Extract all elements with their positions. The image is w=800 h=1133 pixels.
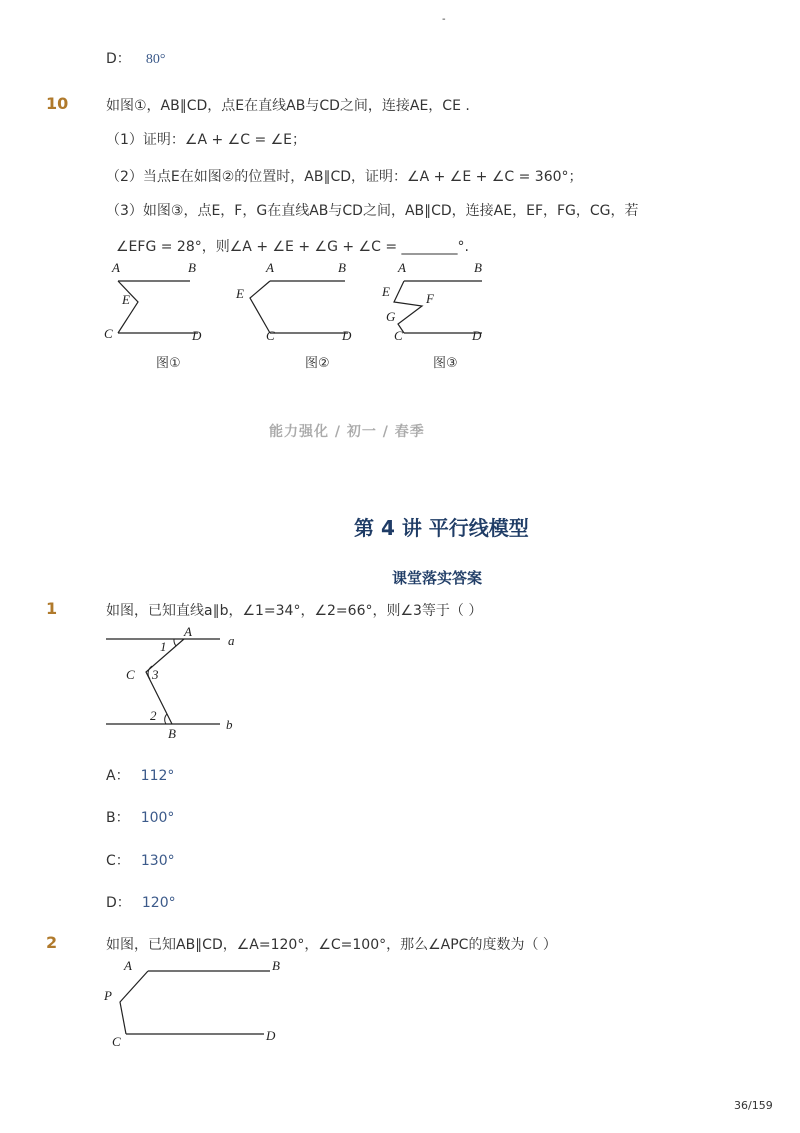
point-label-c: C [126, 667, 135, 682]
point-label-c: C [112, 1034, 121, 1049]
point-label-d: D [266, 1028, 276, 1043]
page-top-mark: - [442, 14, 446, 25]
course-tag: 能力强化 / 初一 / 春季 [269, 424, 425, 440]
question-stem: 如图①，AB∥CD，点E在直线AB与CD之间，连接AE，CE . [106, 98, 470, 114]
line-label-b: b [226, 717, 233, 732]
lesson-title: 第 4 讲 平行线模型 [354, 516, 529, 540]
figure-1-caption: 图① [156, 356, 181, 371]
question-number: 10 [46, 94, 69, 113]
option-value: 80° [145, 52, 166, 67]
point-label-a: A [184, 624, 192, 639]
point-label-f: F [426, 291, 434, 306]
question-stem: 如图，已知AB∥CD，∠A=120°，∠C=100°，那么∠APC的度数为（ ） [106, 937, 557, 953]
line-label-a: a [228, 633, 235, 648]
point-label-d: D [192, 328, 202, 343]
question-part-3: （3）如图③，点E，F，G在直线AB与CD之间，AB∥CD，连接AE，EF，FG，CG，若 [106, 203, 639, 219]
option-label: D： [106, 895, 131, 911]
point-label-c: C [266, 328, 275, 343]
question-part-3-cont: ∠EFG = 28°，则∠A + ∠E + ∠G + ∠C = ________°. [116, 239, 469, 255]
figure-3-diagram [378, 258, 498, 348]
point-label-b: B [474, 260, 482, 275]
point-label-e: E [236, 286, 244, 301]
prev-option-d[interactable] [106, 48, 165, 68]
section-title: 课堂落实答案 [392, 569, 483, 587]
angle-label-2: 2 [150, 708, 157, 723]
question-stem: 如图，已知直线a∥b，∠1=34°，∠2=66°，则∠3等于（ ） [106, 603, 483, 619]
point-label-d: D [472, 328, 482, 343]
figure-1-diagram [100, 258, 220, 348]
point-label-e: E [122, 292, 130, 307]
option-d[interactable] [106, 892, 176, 912]
point-label-a: A [266, 260, 274, 275]
point-label-b: B [338, 260, 346, 275]
point-label-d: D [342, 328, 352, 343]
point-label-b: B [272, 958, 280, 973]
figure-3-caption: 图③ [433, 356, 458, 371]
figure-2-diagram [230, 258, 360, 348]
figure-2-caption: 图② [305, 356, 330, 371]
point-label-c: C [394, 328, 403, 343]
option-value: 130° [140, 853, 175, 869]
point-label-a: A [124, 958, 132, 973]
option-label: C： [106, 853, 130, 869]
option-value: 112° [140, 768, 175, 784]
point-label-g: G [386, 309, 396, 324]
option-a[interactable] [106, 765, 174, 785]
question-number: 2 [46, 933, 58, 952]
option-value: 100° [140, 810, 175, 826]
point-label-c: C [104, 326, 113, 341]
option-b[interactable] [106, 807, 174, 827]
point-label-p: P [104, 988, 112, 1003]
question-2-diagram [98, 952, 288, 1052]
option-label: B： [106, 810, 130, 826]
question-part-1: （1）证明：∠A + ∠C = ∠E； [106, 132, 307, 148]
point-label-b: B [188, 260, 196, 275]
page-number: 36/159 [734, 1099, 773, 1112]
point-label-b: B [168, 726, 176, 741]
question-part-2: （2）当点E在如图②的位置时，AB∥CD，证明：∠A + ∠E + ∠C = 360°； [106, 169, 583, 185]
question-number: 1 [46, 599, 58, 618]
point-label-a: A [112, 260, 120, 275]
option-label: A： [106, 768, 130, 784]
question-1-diagram [100, 622, 250, 744]
option-c[interactable] [106, 850, 175, 870]
angle-label-3: 3 [152, 667, 159, 682]
option-value: 120° [141, 895, 176, 911]
point-label-a: A [398, 260, 406, 275]
angle-label-1: 1 [160, 639, 167, 654]
option-label: D： [106, 51, 131, 67]
point-label-e: E [382, 284, 390, 299]
